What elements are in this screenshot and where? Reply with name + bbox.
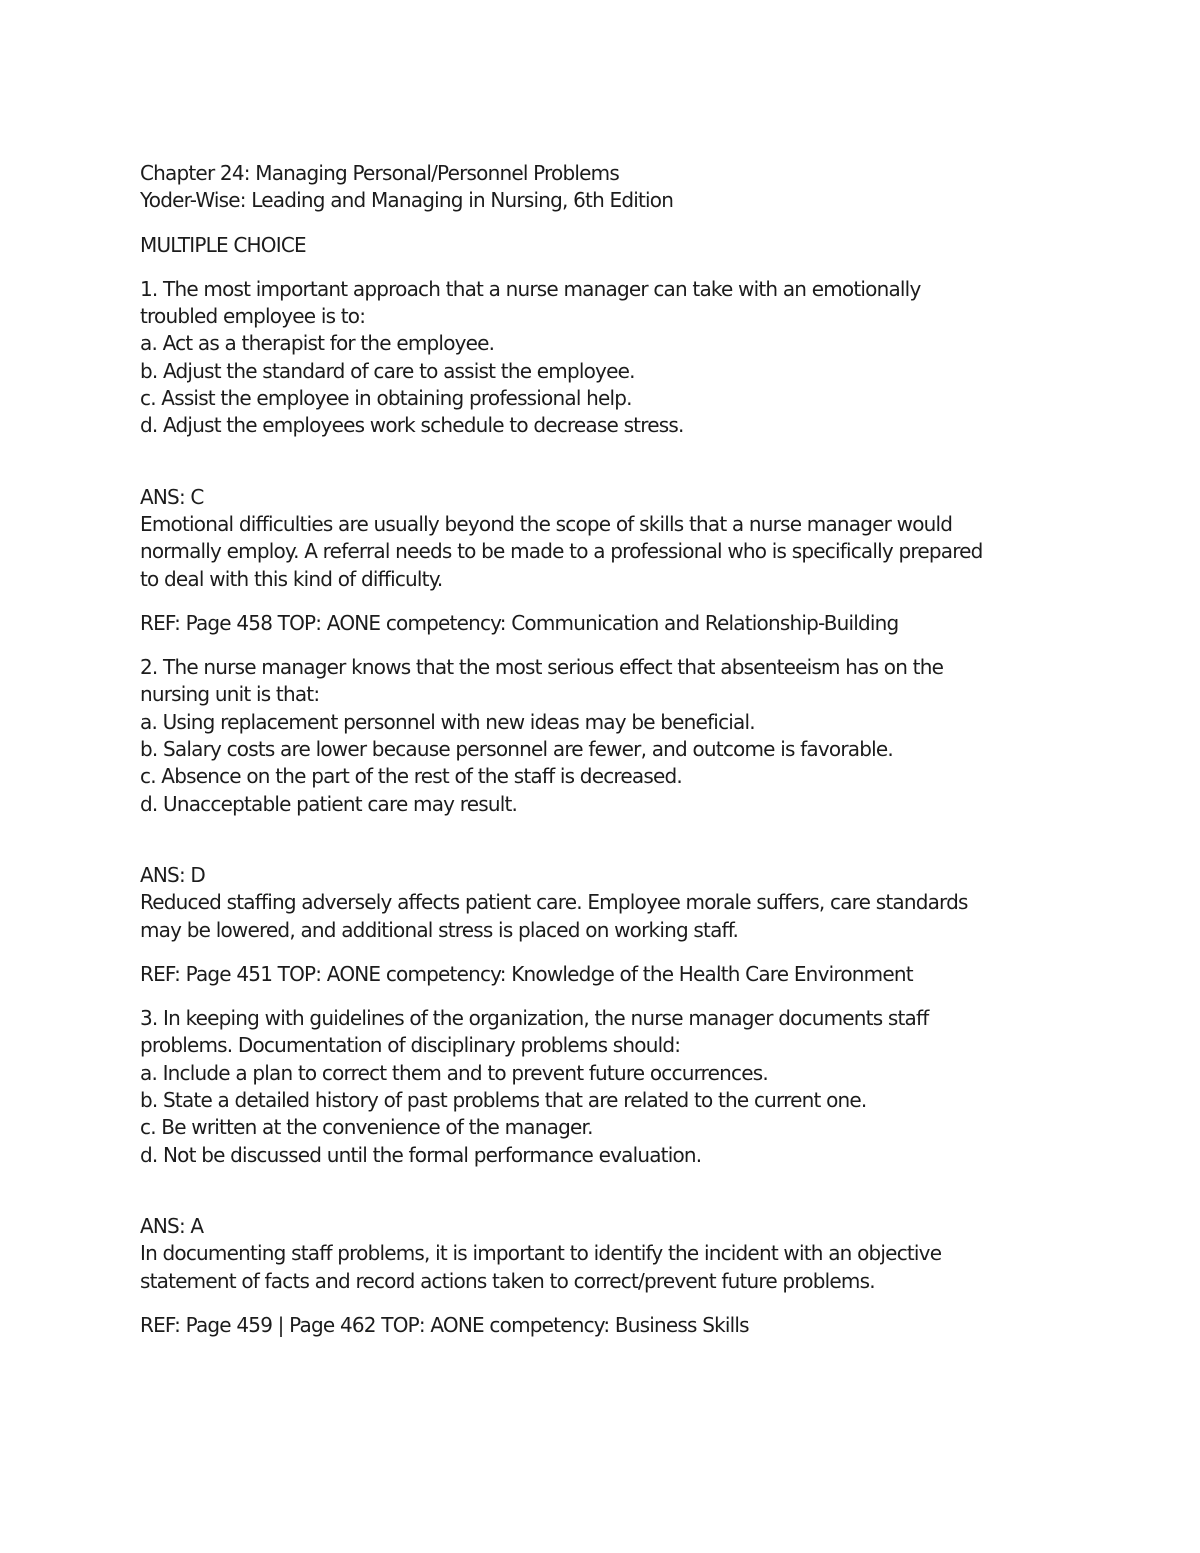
reference-line: REF: Page 458 TOP: AONE competency: Communication and Relationship-Building — [140, 610, 899, 635]
rationale-line: Reduced staffing adversely affects patient care. Employee morale suffers, care standards — [140, 890, 968, 915]
question-3 — [140, 1005, 1080, 1339]
reference-line: REF: Page 459 | Page 462 TOP: AONE competency: Business Skills — [140, 1312, 749, 1337]
rationale-line: to deal with this kind of difficulty. — [140, 566, 443, 591]
question-stem: 1. The most important approach that a nurse manager can take with an emotionally — [140, 276, 921, 301]
rationale-line: normally employ. A referral needs to be made to a professional who is specifically prepared — [140, 539, 983, 564]
answer-option: a. Act as a therapist for the employee. — [140, 331, 495, 356]
rationale-line: may be lowered, and additional stress is placed on working staff. — [140, 917, 739, 942]
answer-option: c. Assist the employee in obtaining professional help. — [140, 386, 632, 411]
answer-option: c. Be written at the convenience of the manager. — [140, 1115, 593, 1140]
reference-line: REF: Page 451 TOP: AONE competency: Knowledge of the Health Care Environment — [140, 961, 913, 986]
rationale-line: Emotional difficulties are usually beyond the scope of skills that a nurse manager would — [140, 511, 953, 536]
chapter-title: Chapter 24: Managing Personal/Personnel Problems — [140, 161, 619, 185]
question-stem: nursing unit is that: — [140, 682, 320, 707]
rationale-line: In documenting staff problems, it is important to identify the incident with an objective — [140, 1241, 942, 1266]
question-2 — [140, 654, 1080, 988]
answer-option: d. Adjust the employees work schedule to decrease stress. — [140, 413, 684, 438]
answer-option: b. Adjust the standard of care to assist the employee. — [140, 358, 635, 383]
answer-option: d. Not be discussed until the formal performance evaluation. — [140, 1142, 702, 1167]
document-header — [140, 160, 1080, 215]
answer-option: b. Salary costs are lower because personnel are fewer, and outcome is favorable. — [140, 737, 893, 762]
question-1 — [140, 276, 1080, 637]
document-page — [140, 160, 1080, 1339]
answer-key: ANS: A — [140, 1213, 204, 1238]
answer-option: a. Using replacement personnel with new ideas may be beneficial. — [140, 709, 755, 734]
book-title: Yoder-Wise: Leading and Managing in Nursing, 6th Edition — [140, 188, 674, 213]
question-stem: 3. In keeping with guidelines of the organization, the nurse manager documents staff — [140, 1006, 929, 1031]
answer-option: c. Absence on the part of the rest of the staff is decreased. — [140, 764, 682, 789]
section-heading: MULTIPLE CHOICE — [140, 232, 306, 257]
answer-option: d. Unacceptable patient care may result. — [140, 791, 518, 816]
answer-option: b. State a detailed history of past problems that are related to the current one. — [140, 1088, 867, 1113]
question-stem: 2. The nurse manager knows that the most serious effect that absenteeism has on the — [140, 655, 944, 680]
rationale-line: statement of facts and record actions taken to correct/prevent future problems. — [140, 1268, 875, 1293]
question-stem: troubled employee is to: — [140, 304, 366, 329]
answer-key: ANS: D — [140, 862, 206, 887]
answer-key: ANS: C — [140, 484, 204, 509]
question-stem: problems. Documentation of disciplinary problems should: — [140, 1033, 681, 1058]
answer-option: a. Include a plan to correct them and to prevent future occurrences. — [140, 1060, 768, 1085]
